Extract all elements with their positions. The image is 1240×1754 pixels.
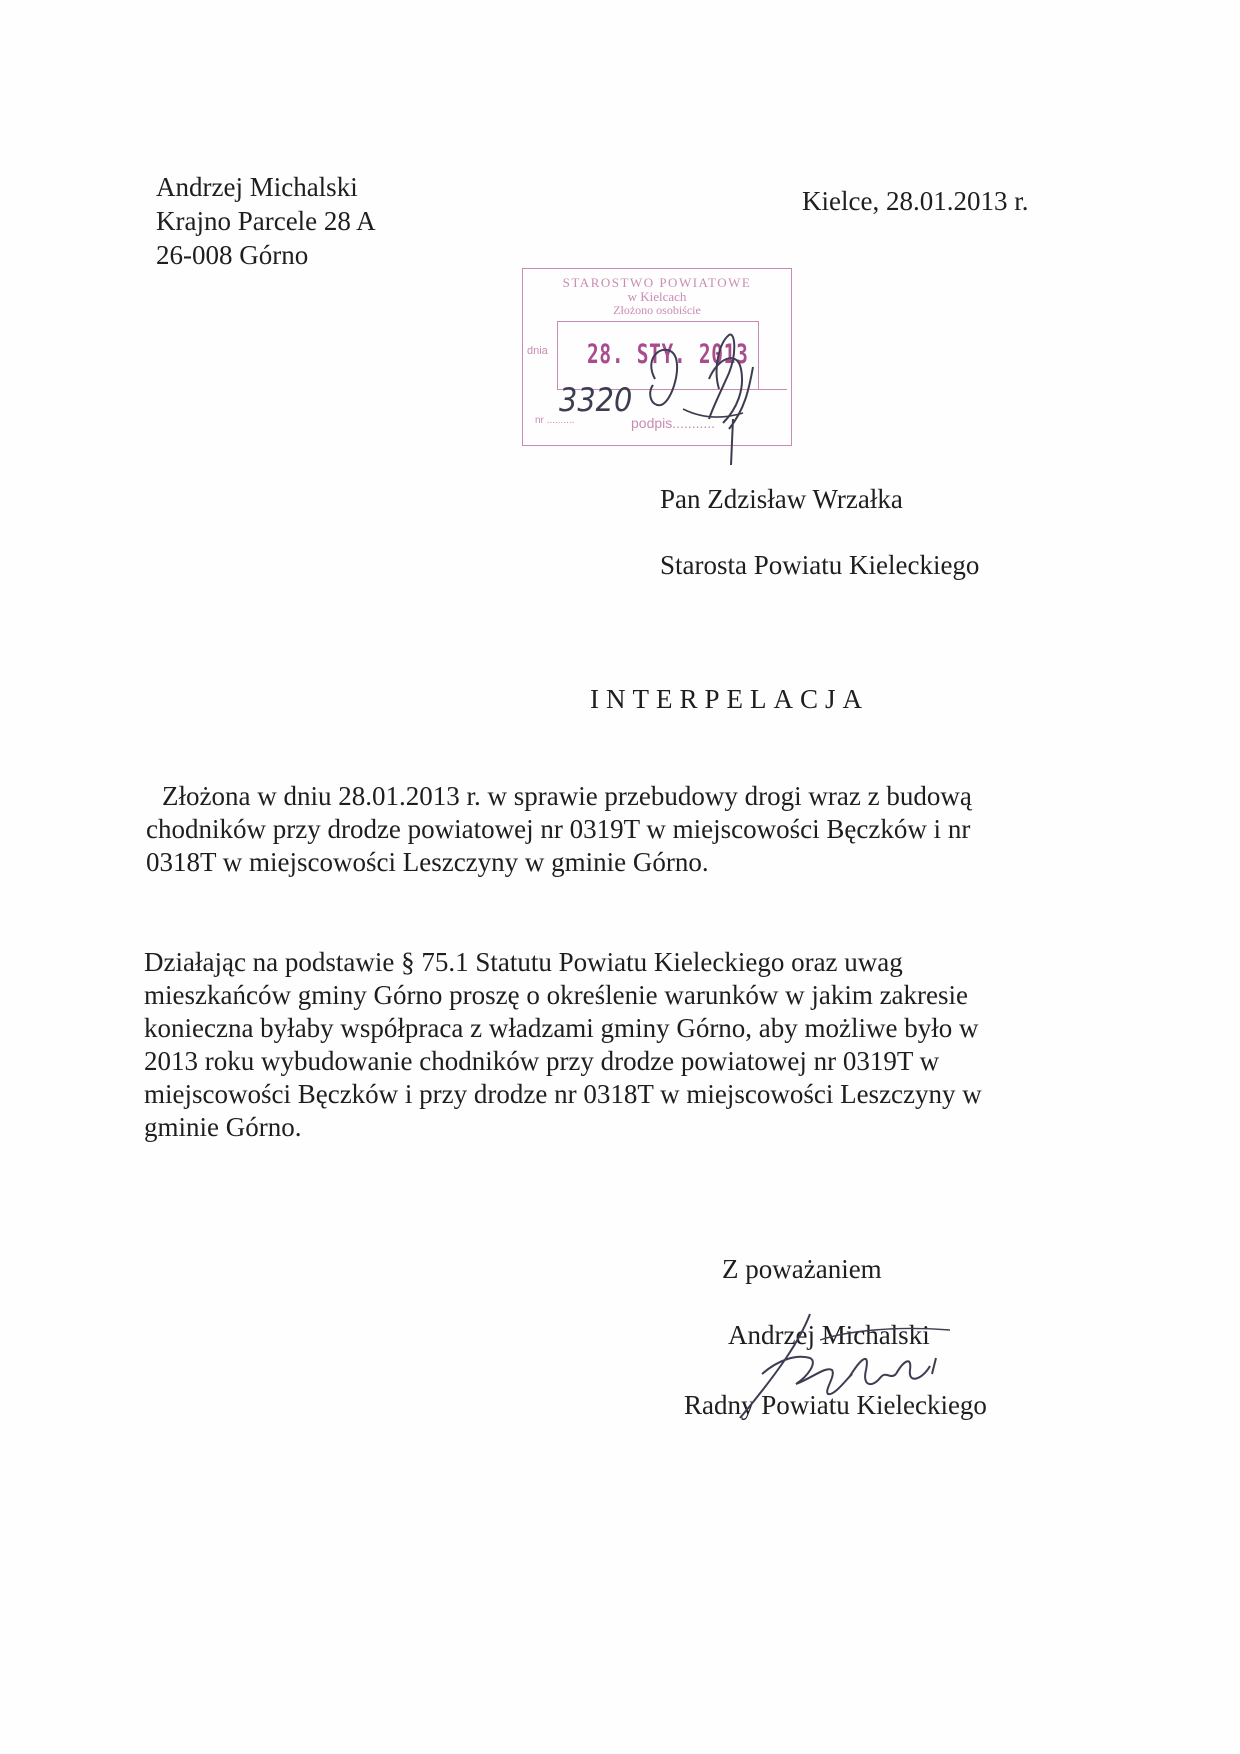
paragraph-line: Działając na podstawie § 75.1 Statutu Powiatu Kieleckiego oraz uwag <box>144 947 903 977</box>
paragraph-request <box>144 946 982 1144</box>
sender-street: Krajno Parcele 28 A <box>156 206 376 236</box>
received-stamp <box>522 268 792 446</box>
paragraph-intro <box>146 780 972 879</box>
paragraph-line: 0318T w miejscowości Leszczyny w gminie Górno. <box>146 847 709 877</box>
paragraph-line: konieczna byłaby współpraca z władzami gminy Górno, aby możliwe było w <box>144 1013 979 1043</box>
paragraph-line: gminie Górno. <box>144 1112 302 1142</box>
stamp-podpis-label: podpis........... <box>631 415 716 431</box>
document-heading: INTERPELACJA <box>590 684 869 714</box>
signatory-title: Radny Powiatu Kieleckiego <box>684 1390 987 1420</box>
stamp-office: STAROSTWO POWIATOWE <box>562 275 752 290</box>
sender-name: Andrzej Michalski <box>156 172 358 202</box>
closing-phrase: Z poważaniem <box>722 1254 882 1284</box>
stamp-date: 28. STY. 2013 <box>587 339 749 370</box>
signatory-name: Andrzej Michalski <box>728 1320 930 1350</box>
sender-city: 26-008 Górno <box>156 240 309 270</box>
sender-block <box>156 170 376 272</box>
stamp-dnia-label: dnia <box>527 345 548 357</box>
handwritten-signature <box>700 1300 960 1430</box>
paragraph-line: miejscowości Bęczków i przy drodze nr 0318T w miejscowości Leszczyny w <box>144 1079 982 1109</box>
paragraph-line: mieszkańców gminy Górno proszę o określenie warunków w jakim zakresie <box>144 980 969 1010</box>
stamp-city: w Kielcach <box>627 289 687 304</box>
stamp-nr-label: nr .......... <box>535 415 575 426</box>
stamp-initials-signature <box>523 269 791 469</box>
paragraph-line: Złożona w dniu 28.01.2013 r. w sprawie przebudowy drogi wraz z budową <box>162 781 972 811</box>
addressee-name: Pan Zdzisław Wrzałka <box>660 484 903 514</box>
paragraph-line: chodników przy drodze powiatowej nr 0319T w miejscowości Bęczków i nr <box>146 814 971 844</box>
addressee-title: Starosta Powiatu Kieleckiego <box>660 550 980 580</box>
place-date: Kielce, 28.01.2013 r. <box>802 186 1029 216</box>
stamp-received: Złożono osobiście <box>613 303 701 317</box>
paragraph-line: 2013 roku wybudowanie chodników przy drodze powiatowej nr 0319T w <box>144 1046 940 1076</box>
stamp-registry-number: 3320 <box>559 381 633 419</box>
